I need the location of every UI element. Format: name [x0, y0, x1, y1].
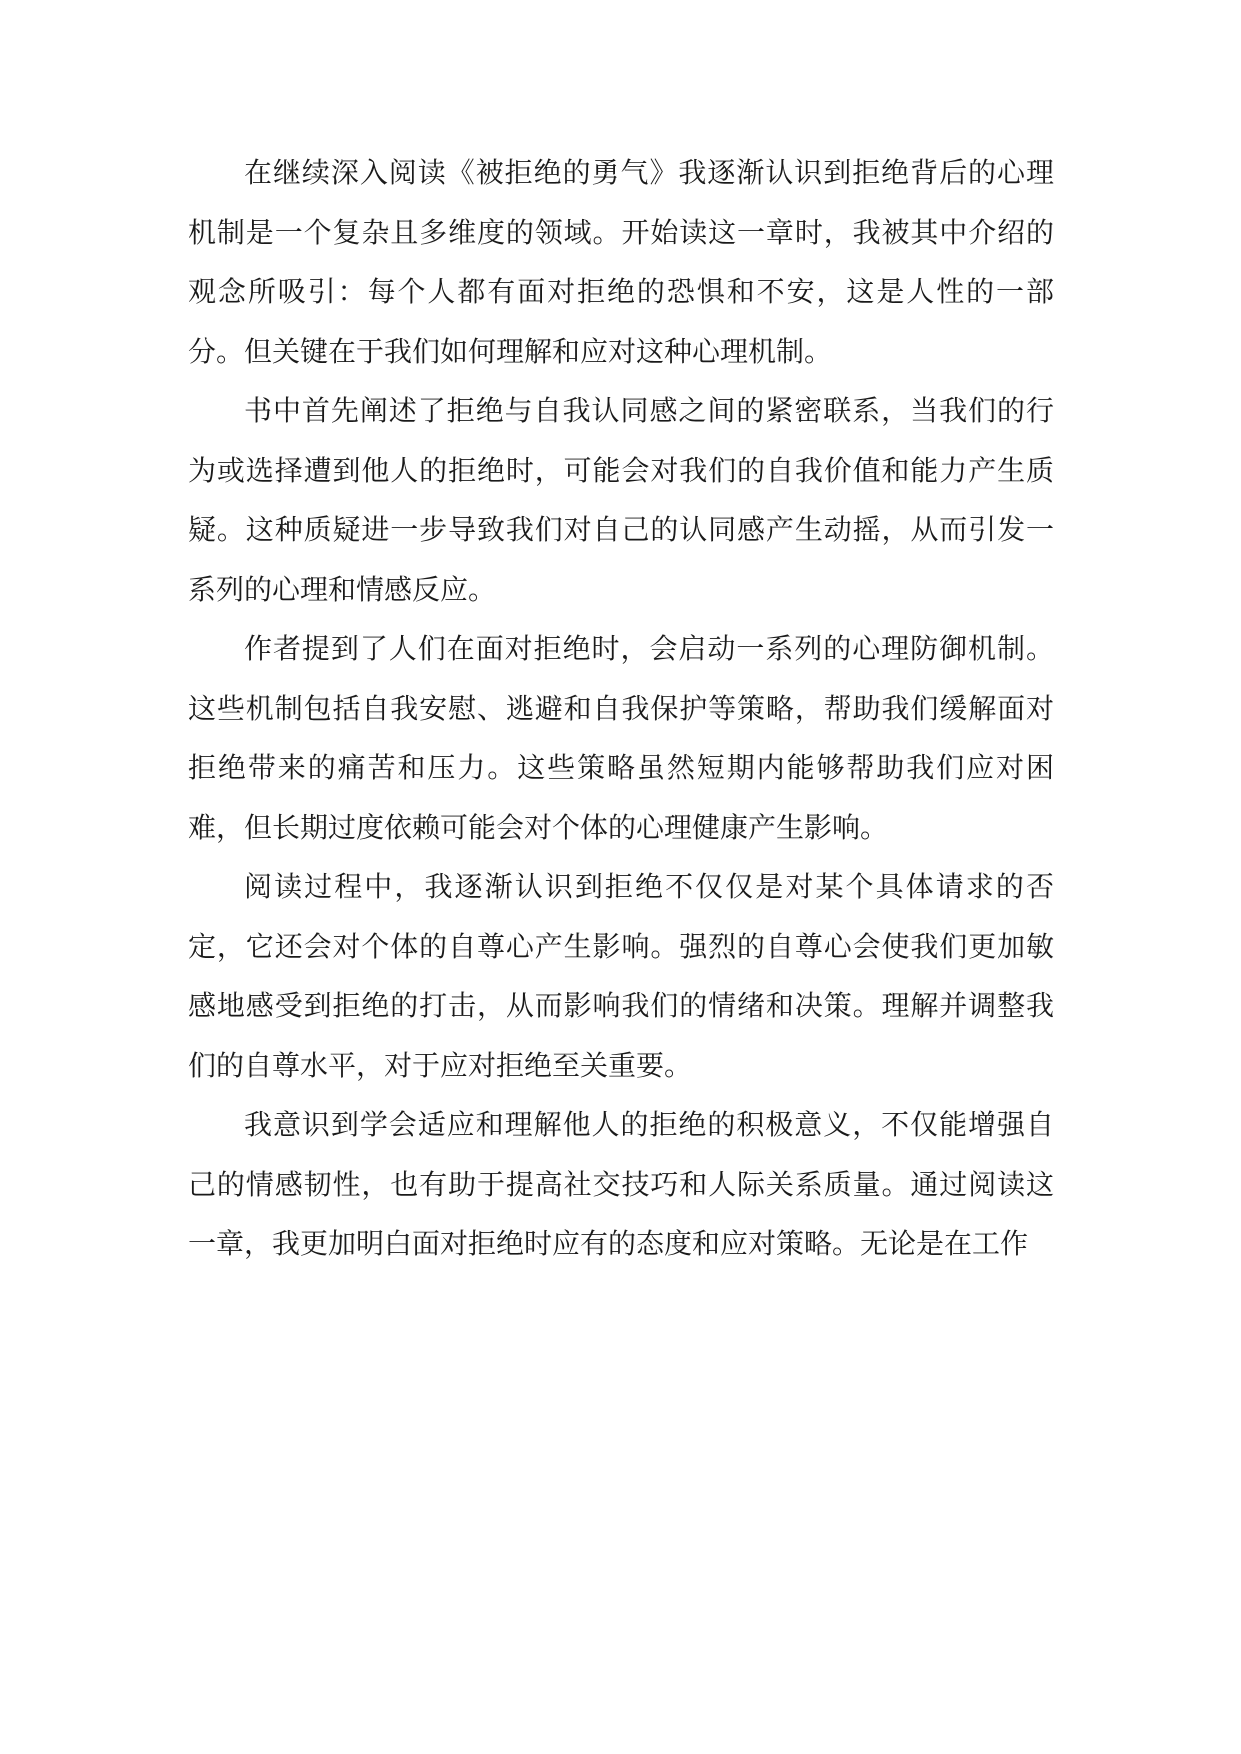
body-text — [188, 143, 1054, 1274]
paragraph: 阅读过程中，我逐渐认识到拒绝不仅仅是对某个具体请求的否定，它还会对个体的自尊心产生影响。强烈的自尊心会使我们更加敏感地感受到拒绝的打击，从而影响我们的情绪和决策。理解并调整我们的自尊水平，对于应对拒绝至关重要。 — [188, 870, 1054, 1082]
paragraph: 在继续深入阅读《被拒绝的勇气》我逐渐认识到拒绝背后的心理机制是一个复杂且多维度的领域。开始读这一章时，我被其中介绍的观念所吸引：每个人都有面对拒绝的恐惧和不安，这是人性的一部分。但关键在于我们如何理解和应对这种心理机制。 — [188, 156, 1054, 368]
paragraph: 作者提到了人们在面对拒绝时，会启动一系列的心理防御机制。这些机制包括自我安慰、逃避和自我保护等策略，帮助我们缓解面对拒绝带来的痛苦和压力。这些策略虽然短期内能够帮助我们应对困难，但长期过度依赖可能会对个体的心理健康产生影响。 — [188, 632, 1054, 844]
paragraph: 我意识到学会适应和理解他人的拒绝的积极意义，不仅能增强自己的情感韧性，也有助于提高社交技巧和人际关系质量。通过阅读这一章，我更加明白面对拒绝时应有的态度和应对策略。无论是在工作 — [188, 1108, 1054, 1260]
paragraph: 书中首先阐述了拒绝与自我认同感之间的紧密联系，当我们的行为或选择遭到他人的拒绝时，可能会对我们的自我价值和能力产生质疑。这种质疑进一步导致我们对自己的认同感产生动摇，从而引发一系列的心理和情感反应。 — [188, 394, 1054, 606]
